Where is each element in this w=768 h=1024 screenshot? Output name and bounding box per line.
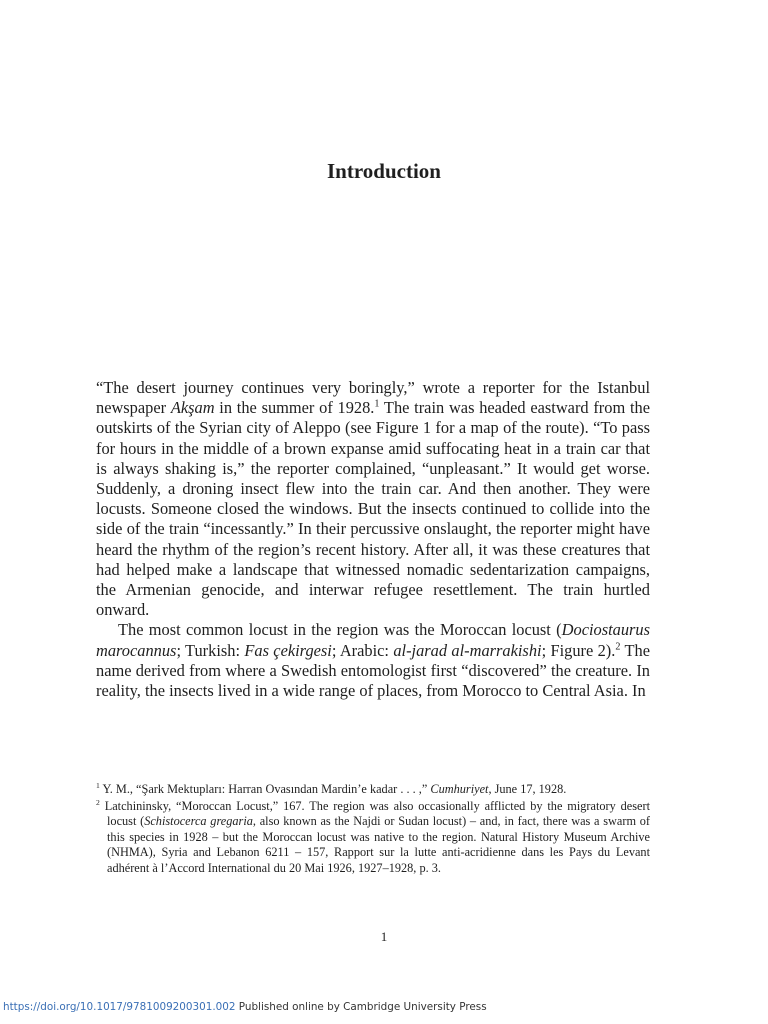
doi-link[interactable]: https://doi.org/10.1017/9781009200301.002 xyxy=(3,1001,236,1013)
text-run: The most common locust in the region was the Moroccan locust ( xyxy=(118,620,562,640)
text-run: , also known as the Najdi or Sudan locust) – and, in fact, there was a swarm of this species in 1928 – but the Moroccan locust was native to the region. Natural History Museum Archive (NHMA), Syria and Lebanon 6211 – 157, Rapport sur la lutte anti-acridienne dans les Pays du Levant adhérent à l’Accord International du 20 Mai 1926, 1927–1928, p. 3. xyxy=(107,814,651,875)
footnote-marker: 1 xyxy=(96,780,100,790)
text-run: in the summer of 1928. xyxy=(214,398,375,418)
text-run: Y. M., “Şark Mektupları: Harran Ovasından Mardin’e kadar . . . ,” xyxy=(102,782,431,796)
footnote-1 xyxy=(96,782,650,798)
footnotes xyxy=(96,782,650,878)
newspaper-title: Akşam xyxy=(170,398,215,418)
text-run: , June 17, 1928. xyxy=(488,782,567,796)
newspaper-title: Cumhuriyet xyxy=(430,782,489,796)
text-run: The name derived from where a Swedish entomologist first “discovered” the creature. In reality, the insects lived in a wide range of places, from Morocco to Central Asia. In xyxy=(96,640,650,701)
species-name: Dociostaurus marocannus xyxy=(96,620,650,660)
paragraph-1 xyxy=(96,378,650,620)
species-name: Schistocerca gregaria xyxy=(144,814,253,829)
text-run: “The desert journey continues very boringly,” wrote a reporter for the Istanbul newspaper xyxy=(96,378,650,418)
publisher-note: Published online by Cambridge University Press xyxy=(235,1001,487,1013)
text-run: The train was headed eastward from the outskirts of the Syrian city of Aleppo (see Figure 1 for a map of the route). “To pass for hours in the middle of a brown expanse amid suffocating heat in a train car that is always shaking is,” the reporter complained, “unpleasant.” It would get worse. Suddenly, a droning insect flew into the train car. And then another. They were locusts. Someone closed the windows. But the insects continued to collide into the side of the train “incessantly.” In their percussive onslaught, the reporter might have heard the rhythm of the region’s recent history. After all, it was these creatures that had helped make a landscape that witnessed nomadic sedentarization campaigns, the Armenian genocide, and interwar refugee resettlement. The train hurtled onward. xyxy=(96,398,650,620)
text-run: ; Turkish: xyxy=(176,640,245,660)
chapter-title: Introduction xyxy=(327,159,441,183)
text-run: ; Figure 2). xyxy=(541,640,616,660)
citation-bar xyxy=(3,1001,487,1013)
page-number: 1 xyxy=(380,929,388,944)
turkish-name: Fas çekirgesi xyxy=(244,640,332,660)
footnote-ref-2[interactable]: 2 xyxy=(615,641,621,653)
footnote-2 xyxy=(96,799,650,877)
text-run: ; Arabic: xyxy=(331,640,394,660)
footnote-ref-1[interactable]: 1 xyxy=(374,398,380,410)
body-text xyxy=(96,378,650,701)
paragraph-2 xyxy=(96,620,650,701)
footnote-marker: 2 xyxy=(96,797,100,807)
text-run: Latchininsky, “Moroccan Locust,” 167. The region was also occasionally afflicted by the migratory desert locust ( xyxy=(104,798,651,829)
arabic-name: al-jarad al-marrakishi xyxy=(393,640,542,660)
